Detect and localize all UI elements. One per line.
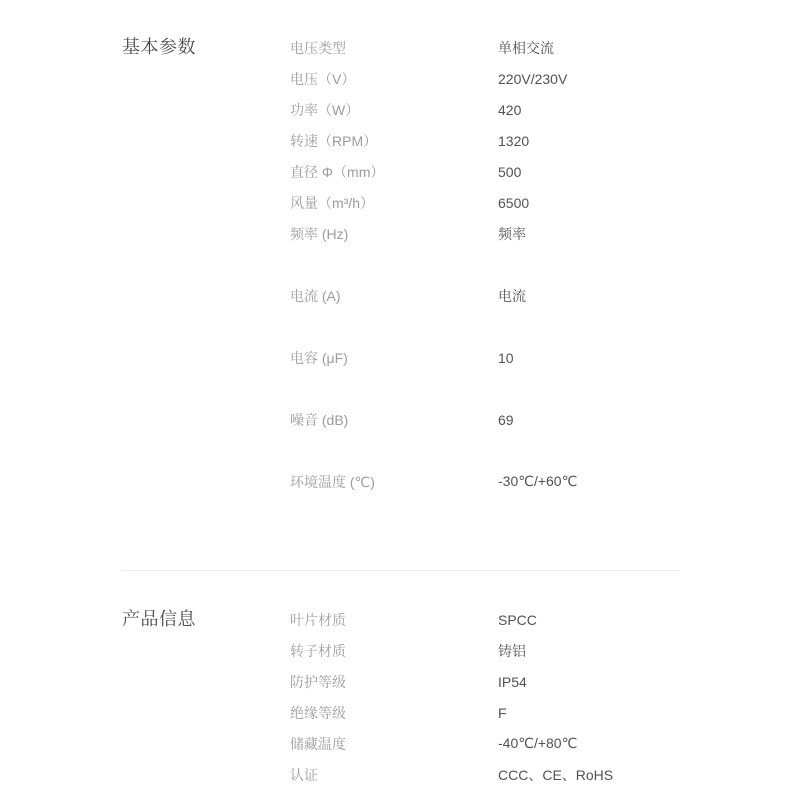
spec-row-capacitance — [290, 342, 800, 373]
spec-value: -40℃/+80℃ — [498, 735, 578, 751]
section-product-info — [0, 604, 800, 790]
section-title-product-info: 产品信息 — [122, 609, 196, 629]
spec-row-frequency — [290, 218, 800, 249]
spec-label: 电容 (μF) — [290, 349, 348, 366]
spec-value: 6500 — [498, 194, 530, 211]
spec-label: 防护等级 — [290, 673, 346, 690]
section-divider — [122, 570, 680, 571]
spec-value: 420 — [498, 101, 522, 118]
spec-label: 直径 Φ（mm） — [290, 163, 385, 180]
section-title-basic-parameters: 基本参数 — [122, 37, 196, 57]
spec-row-noise — [290, 404, 800, 435]
spec-row-certification — [290, 759, 800, 790]
spec-row-airflow — [290, 187, 800, 218]
spec-label: 转子材质 — [290, 642, 346, 659]
spec-rows-basic — [290, 32, 800, 497]
spec-label: 噪音 (dB) — [290, 411, 349, 428]
spec-label: 转速（RPM） — [290, 132, 378, 149]
spec-row-speed — [290, 125, 800, 156]
spec-row-blade-material — [290, 604, 800, 635]
spec-label: 电压（V） — [290, 70, 356, 87]
spec-value: 铸铝 — [498, 642, 526, 659]
spec-label: 电压类型 — [290, 39, 346, 56]
spec-label: 叶片材质 — [290, 611, 346, 628]
spec-label: 储藏温度 — [290, 735, 346, 752]
spec-value: 单相交流 — [498, 39, 554, 56]
spec-value: 10 — [498, 349, 514, 366]
spec-value: 频率 — [498, 225, 526, 242]
spec-label: 认证 — [290, 766, 318, 783]
spec-value: 69 — [498, 411, 514, 428]
spec-row-current — [290, 280, 800, 311]
spec-value: 电流 — [498, 287, 526, 304]
spec-row-voltage — [290, 63, 800, 94]
spec-row-ambient-temperature — [290, 466, 800, 497]
spec-value: SPCC — [498, 611, 537, 628]
spec-row-voltage-type — [290, 32, 800, 63]
spec-value: IP54 — [498, 673, 527, 690]
spec-row-power — [290, 94, 800, 125]
spec-value: 500 — [498, 163, 522, 180]
spec-row-rotor-material — [290, 635, 800, 666]
spec-rows-product — [290, 604, 800, 790]
spec-label: 风量（m³/h） — [290, 194, 374, 211]
spec-label: 绝缘等级 — [290, 704, 346, 721]
spec-value: 220V/230V — [498, 70, 568, 87]
spec-value: 1320 — [498, 132, 530, 149]
spec-row-storage-temperature — [290, 728, 800, 759]
spec-value: -30℃/+60℃ — [498, 473, 578, 489]
spec-label: 电流 (A) — [290, 287, 341, 304]
spec-value: CCC、CE、RoHS — [498, 766, 614, 783]
spec-row-insulation-class — [290, 697, 800, 728]
spec-label: 功率（W） — [290, 101, 360, 118]
spec-label: 环境温度 (℃) — [290, 473, 375, 490]
spec-label: 频率 (Hz) — [290, 225, 349, 242]
spec-value: F — [498, 704, 507, 721]
spec-row-protection-rating — [290, 666, 800, 697]
spec-row-diameter — [290, 156, 800, 187]
